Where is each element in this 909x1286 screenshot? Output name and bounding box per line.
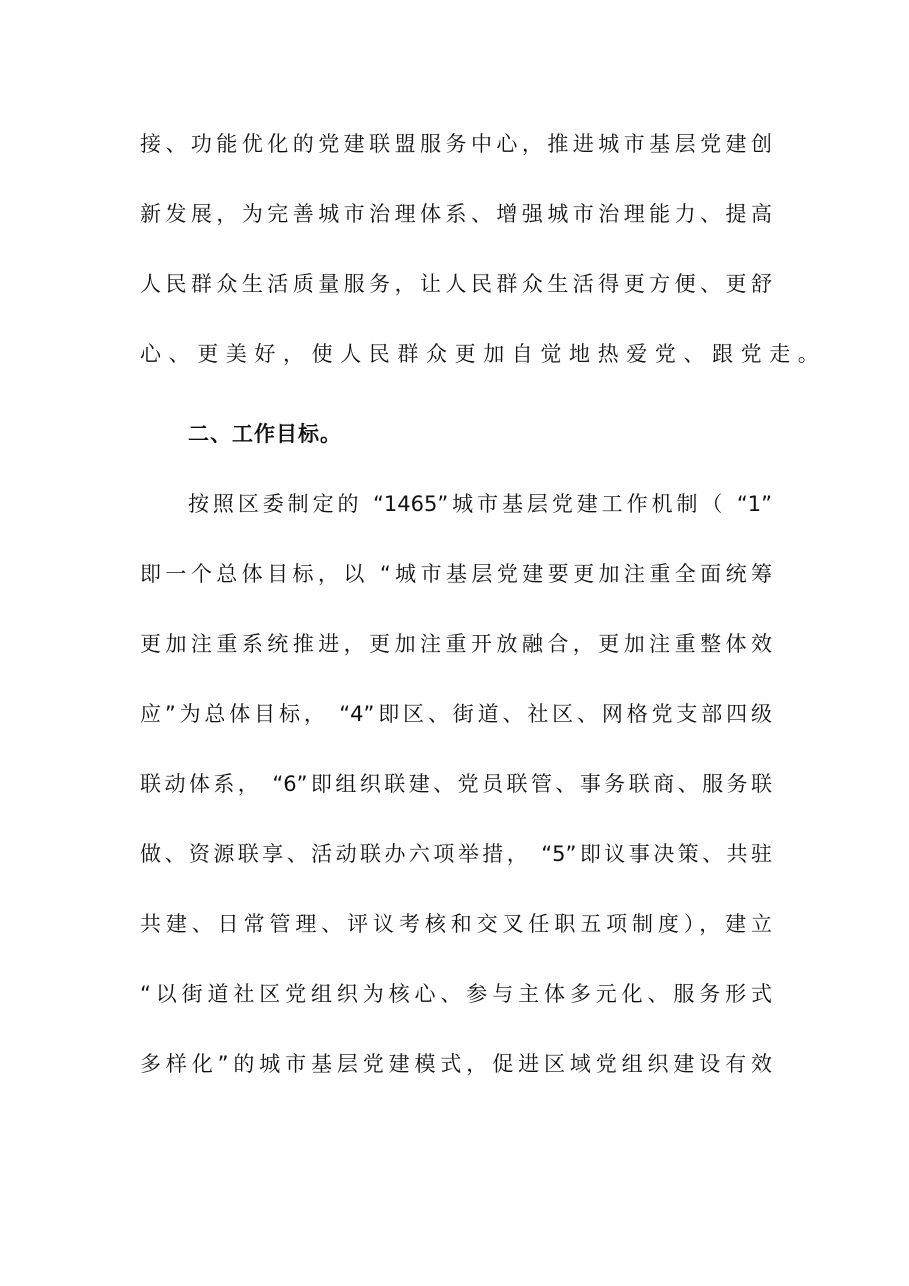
paragraph-line: 更加注重系统推进，更加注重开放融合，更加注重整体效 (140, 632, 772, 656)
paragraph-line: 做、资源联享、活动联办六项举措， “5”即议事决策、共驻 (140, 842, 772, 866)
paragraph-line: “以街道社区党组织为核心、参与主体多元化、服务形式 (140, 982, 772, 1006)
paragraph-line: 联动体系， “6”即组织联建、党员联管、事务联商、服务联 (140, 772, 772, 796)
section-heading: 二、工作目标。 (188, 422, 342, 446)
paragraph-line: 接、功能优化的党建联盟服务中心，推进城市基层党建创 (140, 132, 772, 156)
paragraph-line: 多样化”的城市基层党建模式，促进区域党组织建设有效 (140, 1052, 772, 1076)
paragraph-line: 心、更美好，使人民群众更加自觉地热爱党、跟党走。 (140, 342, 827, 366)
paragraph-line: 人民群众生活质量服务，让人民群众生活得更方便、更舒 (140, 272, 772, 296)
paragraph-line: 共建、日常管理、评议考核和交叉任职五项制度），建立 (140, 912, 772, 936)
paragraph-line: 应”为总体目标， “4”即区、街道、社区、网格党支部四级 (140, 702, 772, 726)
paragraph-line: 即一个总体目标，以 “城市基层党建要更加注重全面统筹 (140, 562, 772, 586)
paragraph-line: 按照区委制定的 “1465”城市基层党建工作机制（ “1” (188, 492, 772, 516)
paragraph-line: 新发展，为完善城市治理体系、增强城市治理能力、提高 (140, 202, 772, 226)
